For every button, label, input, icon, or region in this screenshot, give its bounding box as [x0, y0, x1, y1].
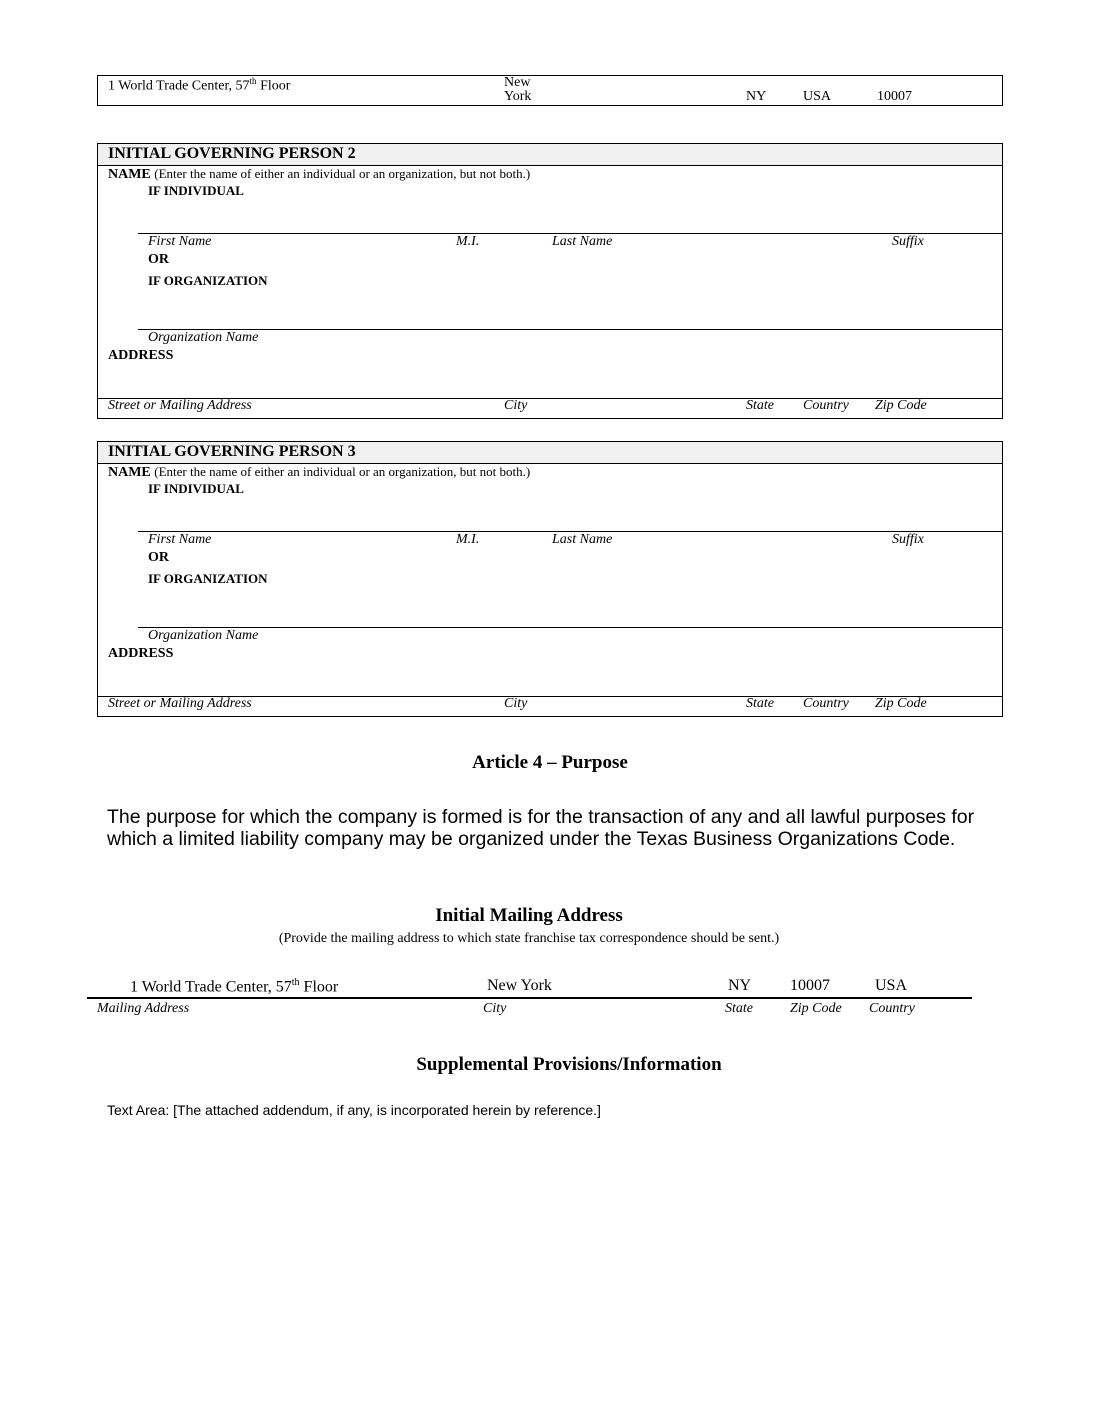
city-label: City [504, 696, 528, 711]
mi-label: M.I. [456, 532, 480, 547]
organization-name-label: Organization Name [148, 330, 259, 345]
zip-label: Zip Code [875, 696, 927, 711]
suffix-label: Suffix [892, 532, 924, 547]
name-instruction: NAME (Enter the name of either an individual or an organization, but not both.) [108, 464, 531, 480]
address-zip: 10007 [877, 89, 912, 104]
address-label: ADDRESS [108, 348, 174, 363]
mailing-note: (Provide the mailing address to which state franchise tax correspondence should be sent.) [278, 931, 780, 946]
governing-person-3-section [97, 441, 1003, 717]
mailing-zip: 10007 [790, 977, 830, 994]
section-title: INITIAL GOVERNING PERSON 2 [98, 144, 1002, 166]
name-instruction: NAME (Enter the name of either an individual or an organization, but not both.) [108, 166, 531, 182]
mailing-city-label: City [483, 1001, 507, 1016]
if-individual-label: IF INDIVIDUAL [148, 481, 244, 496]
address-city: New York [504, 75, 532, 104]
state-label: State [746, 398, 774, 413]
purpose-heading: Article 4 – Purpose [472, 752, 628, 773]
purpose-line-1: The purpose for which the company is formed is for the transaction of any and all lawful purposes for [107, 806, 975, 828]
country-label: Country [803, 696, 849, 711]
country-label: Country [803, 398, 849, 413]
mailing-zip-label: Zip Code [790, 1001, 842, 1016]
mi-label: M.I. [456, 234, 480, 249]
address-street: 1 World Trade Center, 57th Floor [108, 76, 291, 94]
state-label: State [746, 696, 774, 711]
mailing-country: USA [875, 977, 908, 994]
address-state: NY [746, 89, 767, 104]
mailing-country-label: Country [869, 1001, 915, 1016]
mailing-heading: Initial Mailing Address [435, 905, 623, 926]
first-name-label: First Name [148, 532, 212, 547]
zip-label: Zip Code [875, 398, 927, 413]
address-country: USA [803, 89, 832, 104]
last-name-label: Last Name [552, 532, 613, 547]
mailing-address-label: Mailing Address [97, 1001, 190, 1016]
purpose-line-2: which a limited liability company may be organized under the Texas Business Organizations Code. [107, 828, 956, 850]
or-label: OR [148, 550, 169, 565]
city-label: City [504, 398, 528, 413]
suffix-label: Suffix [892, 234, 924, 249]
organization-name-label: Organization Name [148, 628, 259, 643]
if-organization-label: IF ORGANIZATION [148, 571, 268, 586]
mailing-city: New York [487, 977, 552, 994]
section-title: INITIAL GOVERNING PERSON 3 [98, 442, 1002, 464]
governing-person-2-section [97, 143, 1003, 419]
mailing-state-label: State [725, 1001, 753, 1016]
first-name-label: First Name [148, 234, 212, 249]
or-label: OR [148, 252, 169, 267]
if-individual-label: IF INDIVIDUAL [148, 183, 244, 198]
if-organization-label: IF ORGANIZATION [148, 273, 268, 288]
address-label: ADDRESS [108, 646, 174, 661]
top-address-row [97, 75, 1003, 106]
last-name-label: Last Name [552, 234, 613, 249]
mailing-state: NY [728, 977, 752, 994]
street-label: Street or Mailing Address [108, 398, 252, 413]
mailing-street: 1 World Trade Center, 57th Floor [130, 977, 339, 996]
supplemental-heading: Supplemental Provisions/Information [416, 1054, 722, 1075]
supplemental-text: Text Area: [The attached addendum, if any, is incorporated herein by reference.] [107, 1102, 601, 1118]
street-label: Street or Mailing Address [108, 696, 252, 711]
